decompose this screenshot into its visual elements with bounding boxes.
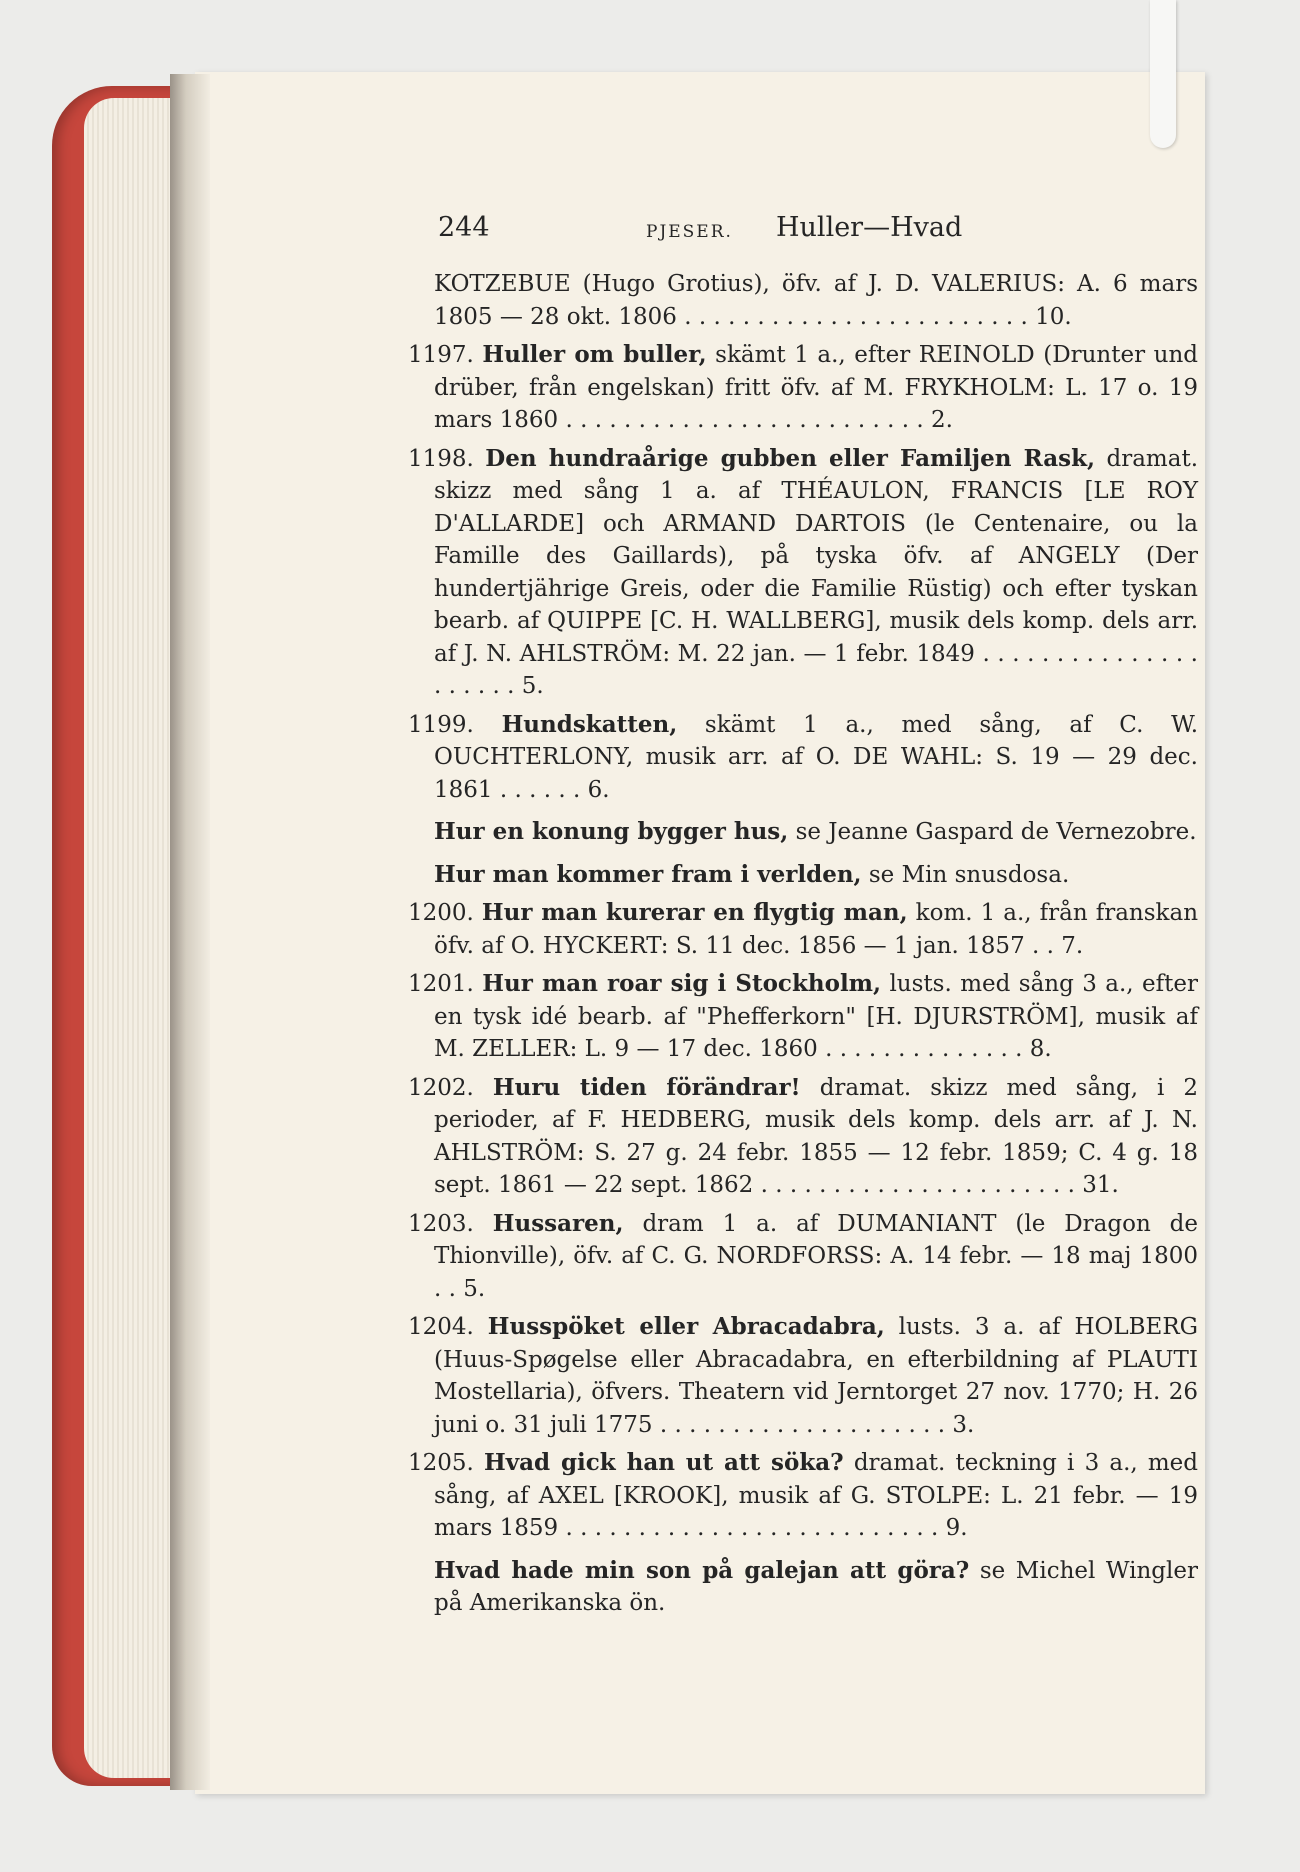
entry-title: Huller om buller, xyxy=(482,341,707,368)
entry-number: 1205. xyxy=(408,1450,474,1476)
entry-title: Hur man roar sig i Stockholm, xyxy=(482,970,882,997)
entry-text: skämt 1 a., efter REINOLD (Drunter und drüber, från engelskan) fritt öfv. af M. FRYKHOLM: L. 17 o. 19 mars 1860 . . . . . . . . . . . . . . . . . . . . . . . . . 2. xyxy=(434,342,1198,433)
entry-title: Hvad hade min son på galejan att göra? xyxy=(434,1556,970,1584)
entry-title: Hvad gick han ut att söka? xyxy=(484,1449,844,1476)
list-item xyxy=(408,443,1198,703)
entry-text: kom. 1 a., från franskan öfv. af O. HYCKERT: S. 11 dec. 1856 — 1 jan. 1857 . . 7. xyxy=(434,900,1199,959)
entry-title: Hur man kurerar en flygtig man, xyxy=(481,899,908,926)
list-item xyxy=(408,1311,1198,1441)
page-number: 244 xyxy=(438,212,490,243)
entry-number: 1203. xyxy=(408,1210,474,1237)
entry-text: se Michel Wingler på Amerikanska ön. xyxy=(434,1557,1198,1616)
running-title: Huller—Hvad xyxy=(776,212,963,243)
entry-title: Den hundraårige gubben eller Familjen Rask, xyxy=(485,444,1096,472)
entry-number: 1200. xyxy=(408,900,474,926)
entry-text: skämt 1 a., med sång, af C. W. OUCHTERLONY, musik arr. af O. DE WAHL: S. 19 — 29 dec. 1861 . . . . . . 6. xyxy=(434,711,1199,803)
list-item xyxy=(408,1208,1198,1306)
cross-reference xyxy=(408,816,1198,849)
entry-title: Hur man kommer fram i verlden, xyxy=(434,860,862,888)
entry-text: dramat. skizz med sång 1 a. af THÉAULON, FRANCIS [LE ROY D'ALLARDE] och ARMAND DARTOIS (le Centenaire, ou la Famille des Gaillards), på tyska öfv. af ANGELY (Der hundertjährige Greis, oder die Familie Rüstig) och efter tyskan bearb. af QUIPPE [C. H. WALLBERG], musik dels komp. dels arr. af J. N. AHLSTRÖM: M. 22 jan. — 1 febr. 1849 . . . . . . . . . . . . . . . . . . . . . 5. xyxy=(434,445,1199,699)
entry-number: 1202. xyxy=(408,1074,474,1101)
entry-title: Hur en konung bygger hus, xyxy=(434,818,789,845)
page-gutter xyxy=(170,74,210,1790)
entry-text: se Jeanne Gaspard de Vernezobre. xyxy=(795,819,1197,845)
entry-text: se Min snusdosa. xyxy=(868,861,1070,888)
entry-number: 1198. xyxy=(408,445,474,472)
section-label: PJESER. xyxy=(646,222,733,242)
cross-reference xyxy=(408,1555,1198,1620)
page-header xyxy=(408,212,1198,252)
list-item xyxy=(408,968,1198,1066)
list-item xyxy=(408,268,1198,333)
entry-title: Hundskatten, xyxy=(501,710,678,738)
bookmark-ribbon xyxy=(1150,0,1176,148)
page-content xyxy=(408,212,1198,1620)
list-item xyxy=(408,1072,1198,1202)
list-item xyxy=(408,1447,1198,1545)
list-item xyxy=(408,897,1198,962)
entry-text: lusts. 3 a. af HOLBERG (Huus-Spøgelse eller Abracadabra, en efterbildning af PLAUTI Mostellaria), öfvers. Theatern vid Jerntorget 27 nov. 1770; H. 26 juni o. 31 juli 1775 . . . . . . . . . . . . . . . . . . . . 3. xyxy=(434,1314,1199,1438)
entry-title: Hussaren, xyxy=(492,1209,624,1237)
entry-text: dramat. skizz med sång, i 2 perioder, af F. HEDBERG, musik dels komp. dels arr. af J. N. AHLSTRÖM: S. 27 g. 24 febr. 1855 — 12 febr. 1859; C. 4 g. 18 sept. 1861 — 22 sept. 1862 . . . . . . . . . . . . . . . . . . . . . . 31. xyxy=(434,1074,1199,1198)
cross-reference xyxy=(408,859,1198,892)
entry-title: Huru tiden förändrar! xyxy=(492,1073,801,1101)
entry-number: 1204. xyxy=(408,1314,474,1340)
list-item xyxy=(408,709,1198,807)
entry-text: lusts. med sång 3 a., efter en tysk idé bearb. af "Phefferkorn" [H. DJURSTRÖM], musik af M. ZELLER: L. 9 — 17 dec. 1860 . . . . . . . . . . . . . . 8. xyxy=(434,971,1199,1062)
entry-text: dram 1 a. af DUMANIANT (le Dragon de Thionville), öfv. af C. G. NORDFORSS: A. 14 febr. — 18 maj 1800 . . 5. xyxy=(434,1210,1199,1302)
entry-text: KOTZEBUE (Hugo Grotius), öfv. af J. D. VALERIUS: A. 6 mars 1805 — 28 okt. 1806 . . . . . . . . . . . . . . . . . . . . . . . . 10. xyxy=(434,271,1198,330)
entry-number: 1201. xyxy=(408,971,474,997)
entry-number: 1199. xyxy=(408,711,474,738)
list-item xyxy=(408,339,1198,437)
entry-number: 1197. xyxy=(408,342,474,368)
entry-title: Husspöket eller Abracadabra, xyxy=(487,1313,885,1340)
entry-text: dramat. teckning i 3 a., med sång, af AXEL [KROOK], musik af G. STOLPE: L. 21 febr. — 19 mars 1859 . . . . . . . . . . . . . . . . . . . . . . . . . . 9. xyxy=(434,1450,1199,1541)
